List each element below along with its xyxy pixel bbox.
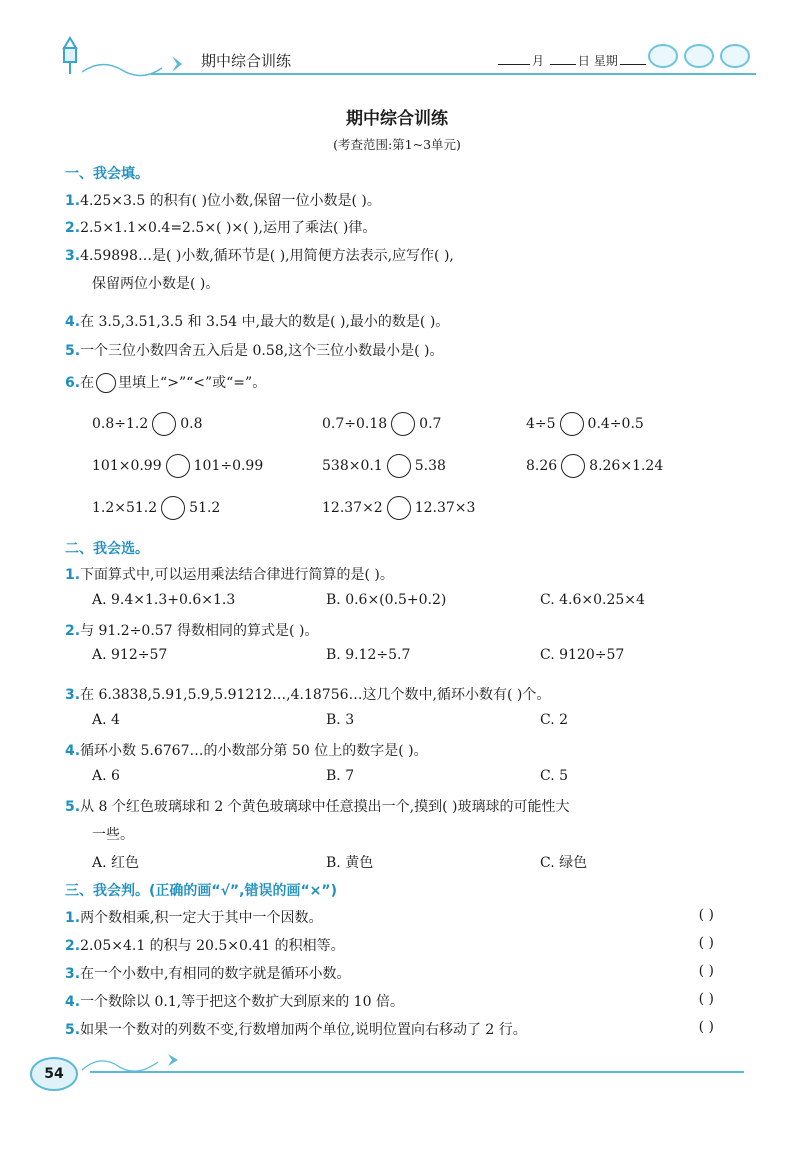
month-blank[interactable] (498, 64, 530, 65)
question (65, 311, 449, 331)
question-number: 1. (65, 910, 81, 926)
question-text: 在 3.5,3.51,3.5 和 3.54 中,最大的数是( ),最小的数是( )。 (80, 314, 450, 330)
compare-left: 538×0.1 (322, 458, 383, 474)
answer-bracket[interactable]: ( ) (698, 907, 714, 923)
option-a[interactable]: A. 红色 (92, 855, 140, 871)
page-subtitle: (考查范围:第1~3单元) (333, 137, 461, 152)
footer-rule (90, 1071, 744, 1073)
compare-item (92, 412, 203, 436)
lamp-icon (56, 36, 84, 76)
option-b[interactable]: B. 0.6×(0.5+0.2) (326, 592, 447, 608)
compare-right: 101÷0.99 (193, 458, 264, 474)
question-number: 6. (65, 375, 81, 391)
section-heading-judge: 三、我会判。(正确的画“√”,错误的画“×”) (65, 883, 337, 899)
question-number: 3. (65, 966, 81, 982)
question (65, 684, 550, 704)
option-b[interactable]: B. 3 (326, 712, 355, 728)
compare-right: 0.8 (180, 416, 203, 432)
question (65, 372, 266, 393)
judge-item (65, 963, 351, 983)
answer-bracket[interactable]: ( ) (698, 1019, 714, 1035)
option-c[interactable]: C. 绿色 (540, 855, 588, 871)
compare-item (322, 496, 475, 520)
option-c[interactable]: C. 2 (540, 712, 569, 728)
compare-item (92, 496, 220, 520)
question-text: 4.25×3.5 的积有( )位小数,保留一位小数是( )。 (80, 193, 381, 209)
compare-left: 0.7÷0.18 (322, 416, 388, 432)
compare-circle[interactable] (387, 496, 411, 520)
answer-bracket[interactable]: ( ) (698, 935, 714, 951)
question (65, 564, 394, 584)
weekday-label: 星期 (593, 54, 618, 68)
compare-item (526, 454, 663, 478)
option-b[interactable]: B. 黄色 (326, 855, 374, 871)
judge-item (65, 935, 345, 955)
question-number: 5. (65, 343, 81, 359)
question-number: 2. (65, 623, 81, 639)
question-continuation: 一些。 (92, 827, 134, 843)
smiley-icon (684, 44, 714, 68)
question-text: 如果一个数对的列数不变,行数增加两个单位,说明位置向右移动了 2 行。 (80, 1022, 527, 1038)
question (65, 620, 318, 640)
section-heading-choice: 二、我会选。 (65, 541, 149, 557)
judge-item (65, 907, 323, 927)
question-number: 1. (65, 193, 81, 209)
circle-icon (96, 373, 116, 393)
compare-item (526, 412, 644, 436)
question-number: 4. (65, 994, 81, 1010)
question-text: 一个三位小数四舍五入后是 0.58,这个三位小数最小是( )。 (80, 343, 444, 359)
date-fields (496, 52, 648, 69)
day-blank[interactable] (550, 64, 576, 65)
question-number: 4. (65, 314, 81, 330)
compare-left: 4÷5 (526, 416, 556, 432)
compare-left: 101×0.99 (92, 458, 162, 474)
question-text: 一个数除以 0.1,等于把这个数扩大到原来的 10 倍。 (80, 994, 404, 1010)
compare-left: 12.37×2 (322, 500, 383, 516)
compare-left: 0.8÷1.2 (92, 416, 149, 432)
question-text: 两个数相乘,积一定大于其中一个因数。 (80, 910, 323, 926)
compare-right: 51.2 (189, 500, 221, 516)
answer-bracket[interactable]: ( ) (698, 963, 714, 979)
question-number: 5. (65, 799, 81, 815)
question (65, 190, 381, 210)
header-title: 期中综合训练 (201, 52, 292, 70)
compare-circle[interactable] (561, 454, 585, 478)
question-text: 与 91.2÷0.57 得数相同的算式是( )。 (80, 623, 319, 639)
option-b[interactable]: B. 7 (326, 768, 355, 784)
question (65, 340, 444, 360)
question-text: 从 8 个红色玻璃球和 2 个黄色玻璃球中任意摸出一个,摸到( )玻璃球的可能性大 (80, 799, 570, 815)
option-c[interactable]: C. 5 (540, 768, 569, 784)
answer-bracket[interactable]: ( ) (698, 991, 714, 1007)
compare-right: 8.26×1.24 (589, 458, 664, 474)
question-text: 在一个小数中,有相同的数字就是循环小数。 (80, 966, 351, 982)
option-a[interactable]: A. 4 (92, 712, 120, 728)
question (65, 740, 428, 760)
judge-item (65, 991, 404, 1011)
question (65, 796, 570, 816)
question-number: 2. (65, 220, 81, 236)
question-text: 2.5×1.1×0.4=2.5×( )×( ),运用了乘法( )律。 (80, 220, 377, 236)
question-text: 在 6.3838,5.91,5.9,5.91212…,4.18756…这几个数中,循环小数有( )个。 (80, 687, 551, 703)
compare-circle[interactable] (391, 412, 415, 436)
compare-right: 5.38 (414, 458, 446, 474)
compare-circle[interactable] (166, 454, 190, 478)
compare-circle[interactable] (152, 412, 176, 436)
question-text: 下面算式中,可以运用乘法结合律进行简算的是( )。 (80, 567, 394, 583)
smiley-icon (720, 44, 750, 68)
compare-left: 1.2×51.2 (92, 500, 158, 516)
question-number: 4. (65, 743, 81, 759)
question-text: 4.59898…是( )小数,循环节是( ),用简便方法表示,应写作( ), (80, 248, 454, 264)
judge-item (65, 1019, 527, 1039)
month-label: 月 (532, 54, 545, 68)
question-number: 5. (65, 1022, 81, 1038)
page-number: 54 (30, 1057, 78, 1091)
section-heading-fill: 一、我会填。 (65, 166, 149, 182)
option-a[interactable]: A. 6 (92, 768, 120, 784)
option-c[interactable]: C. 4.6×0.25×4 (540, 592, 645, 608)
compare-item (322, 454, 446, 478)
compare-left: 8.26 (526, 458, 558, 474)
question-continuation: 保留两位小数是( )。 (92, 276, 220, 292)
compare-item (92, 454, 263, 478)
question-text: 在 (80, 375, 95, 391)
question-text: 循环小数 5.6767…的小数部分第 50 位上的数字是( )。 (80, 743, 428, 759)
day-label: 日 (577, 54, 590, 68)
question (65, 245, 454, 265)
header-rule (151, 73, 756, 75)
option-a[interactable]: A. 9.4×1.3+0.6×1.3 (92, 592, 236, 608)
compare-circle[interactable] (161, 496, 185, 520)
question-number: 3. (65, 248, 81, 264)
compare-circle[interactable] (560, 412, 584, 436)
question-number: 2. (65, 938, 81, 954)
compare-right: 0.4÷0.5 (587, 416, 644, 432)
question-text: 2.05×4.1 的积与 20.5×0.41 的积相等。 (80, 938, 345, 954)
option-c[interactable]: C. 9120÷57 (540, 647, 625, 663)
compare-circle[interactable] (387, 454, 411, 478)
question-text: 里填上“>”“<”或“=”。 (118, 375, 267, 391)
compare-right: 0.7 (419, 416, 442, 432)
option-a[interactable]: A. 912÷57 (92, 647, 168, 663)
question-number: 1. (65, 567, 81, 583)
question (65, 217, 376, 237)
question-number: 3. (65, 687, 81, 703)
weekday-blank[interactable] (620, 64, 646, 65)
page-title: 期中综合训练 (346, 109, 448, 129)
compare-right: 12.37×3 (414, 500, 476, 516)
compare-item (322, 412, 441, 436)
smiley-icon (648, 44, 678, 68)
option-b[interactable]: B. 9.12÷5.7 (326, 647, 411, 663)
page-header (56, 40, 756, 80)
